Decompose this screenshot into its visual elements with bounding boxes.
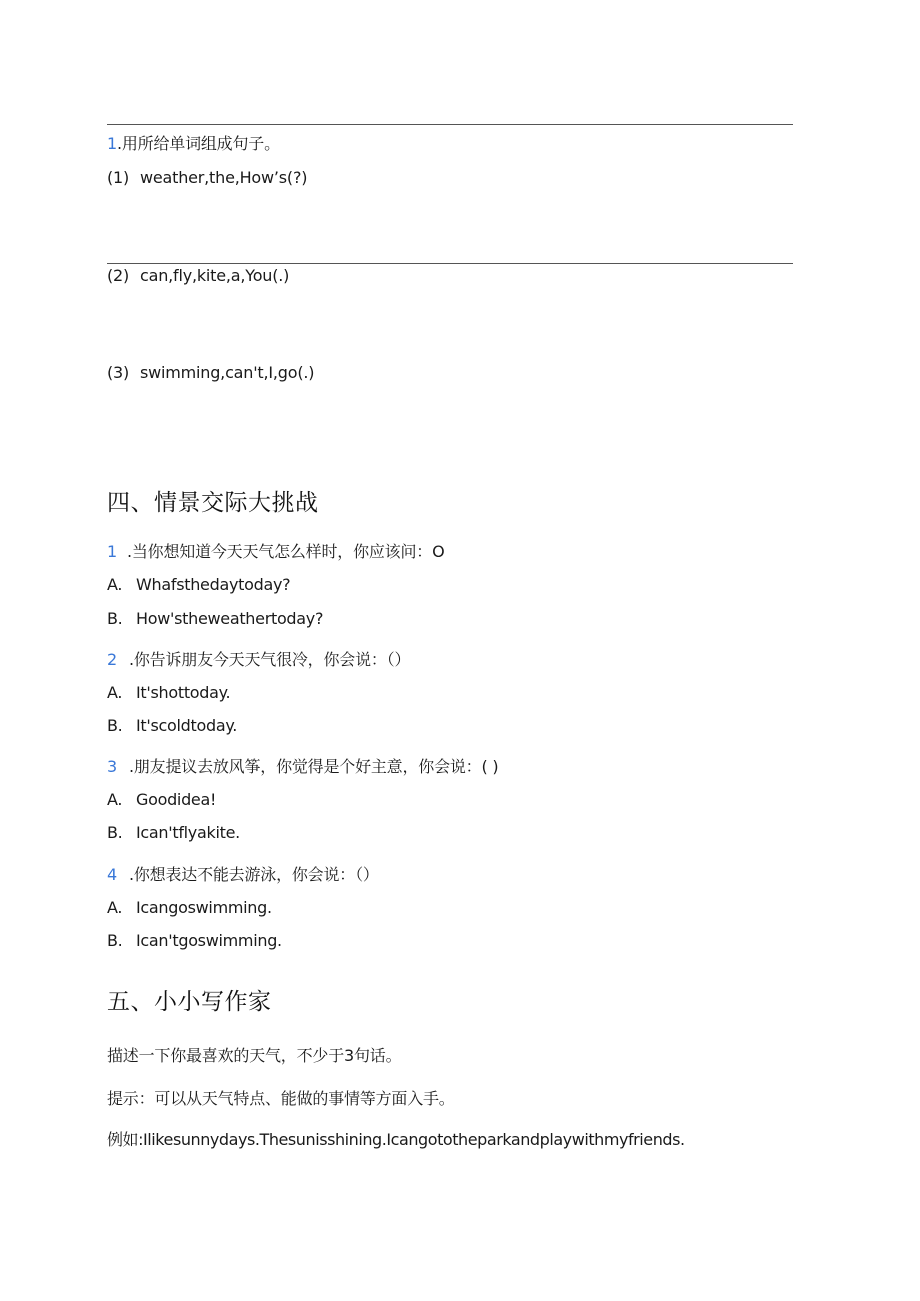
option-label: A. [107,790,123,809]
question-number: 1 [107,542,117,561]
option-text: It'scoldtoday. [136,716,238,735]
option-4a [107,898,272,917]
question-number: 2 [107,650,117,669]
option-4b [107,931,282,950]
option-label: A. [107,683,123,702]
section-5-heading: 五、小小写作家 [107,989,272,1015]
option-label: B. [107,609,123,628]
option-text: It'shottoday. [136,683,231,702]
situation-question-2 [107,647,410,670]
option-label: A. [107,575,123,594]
question-text: .你告诉朋友今天天气很冷，你会说：（） [129,650,411,669]
option-3b [107,823,240,842]
divider-top [107,124,793,125]
sentence-item-2 [107,266,289,285]
situation-question-3 [107,754,498,777]
answer-line [107,263,793,264]
writing-example: 例如:Ilikesunnydays.Thesunisshining.Icangototheparkandplaywithmyfriends. [107,1130,685,1149]
question-number: 1 [107,134,117,153]
option-1b [107,609,323,628]
question-text: .你想表达不能去游泳，你会说：（） [129,865,379,884]
item-words: weather,the,How’s(?) [140,168,308,187]
option-label: A. [107,898,123,917]
option-text: Ican'tflyakite. [136,823,240,842]
sentence-item-3 [107,363,314,382]
situation-question-4 [107,862,379,885]
question-1-heading [107,131,280,154]
sentence-item-1 [107,168,307,187]
item-label: (2) [107,266,130,285]
option-text: Ican'tgoswimming. [136,931,282,950]
option-label: B. [107,823,123,842]
option-1a [107,575,290,594]
option-2a [107,683,230,702]
item-words: can,fly,kite,a,You(.) [140,266,290,285]
option-text: Icangoswimming. [136,898,272,917]
item-words: swimming,can't,I,go(.) [140,363,315,382]
situation-question-1 [107,539,444,562]
option-3a [107,790,216,809]
question-text: .当你想知道今天天气怎么样时，你应该问：O [127,542,445,561]
question-text: .用所给单词组成句子。 [116,134,280,153]
writing-hint: 提示：可以从天气特点、能做的事情等方面入手。 [107,1089,455,1108]
option-text: How'stheweathertoday? [136,609,324,628]
item-label: (3) [107,363,130,382]
question-number: 4 [107,865,117,884]
option-label: B. [107,931,123,950]
option-2b [107,716,237,735]
question-text: .朋友提议去放风筝，你觉得是个好主意，你会说：( ) [129,757,499,776]
option-text: Whafsthedaytoday? [136,575,291,594]
item-label: (1) [107,168,130,187]
option-label: B. [107,716,123,735]
question-number: 3 [107,757,117,776]
writing-instruction: 描述一下你最喜欢的天气，不少于3句话。 [107,1046,402,1065]
option-text: Goodidea! [136,790,217,809]
section-4-heading: 四、情景交际大挑战 [107,490,319,516]
